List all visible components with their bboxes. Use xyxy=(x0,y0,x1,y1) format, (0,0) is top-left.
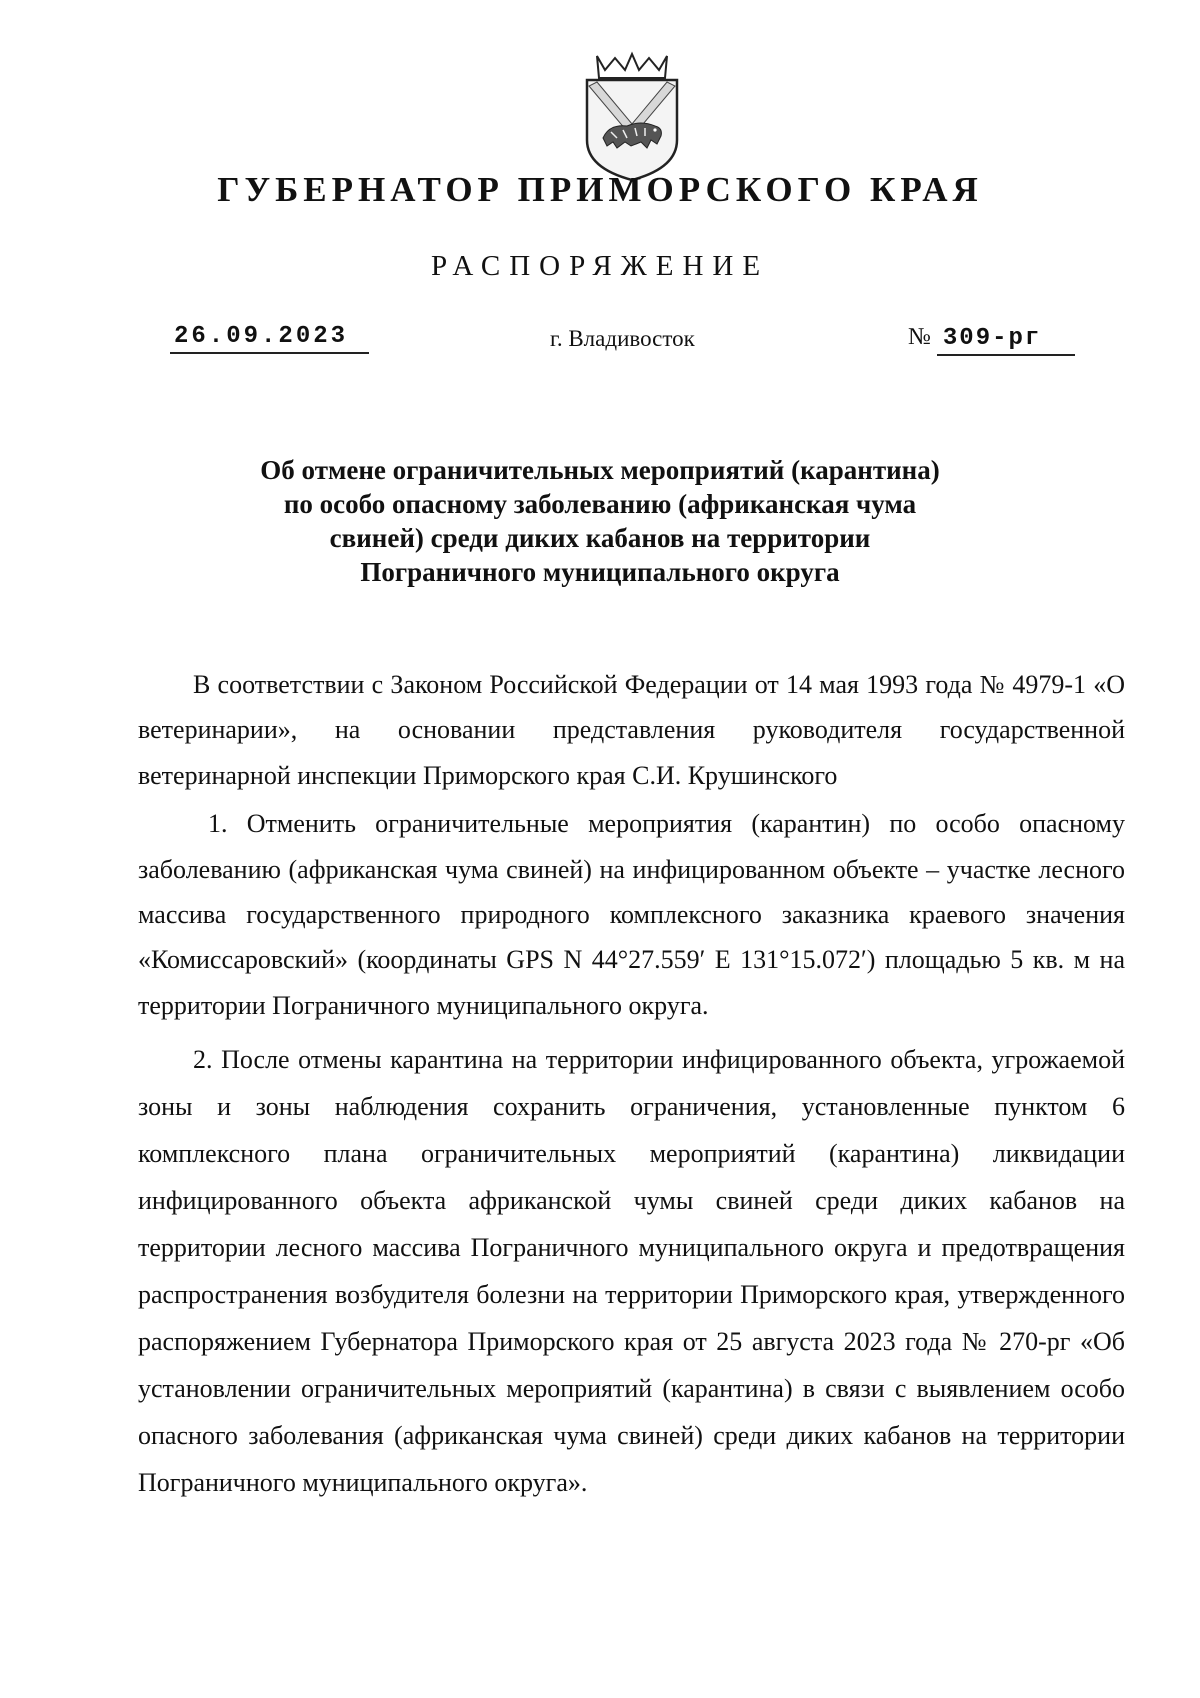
item-2-paragraph: 2. После отмены карантина на территории инфицированного объекта, угрожаемой зоны и зоны наблюдения сохранить ограничения, установленные пунктом 6 комплексного плана ограничительных мероприятий (карантина) ликвидации инфицированного объекта африканской чумы свиней среди диких кабанов на территории лесного массива Пограничного муниципального округа и предотвращения распространения возбудителя болезни на территории Приморского края, утвержденного распоряжением Губернатора Приморского края от 25 августа 2023 года № 270-рг «Об установлении ограничительных мероприятий (карантина) в связи с выявлением особо опасного заболевания (африканская чума свиней) среди диких кабанов на территории Пограничного муниципального округа». xyxy=(138,1045,1125,1498)
preamble-paragraph: В соответствии с Законом Российской Федерации от 14 мая 1993 года № 4979-1 «О ветеринарии», на основании представления руководителя государственной ветеринарной инспекции Приморского края С.И. Крушинского xyxy=(138,670,1125,790)
heading-line: Пограничного муниципального округа xyxy=(360,557,840,587)
document-city: г. Владивосток xyxy=(550,326,695,351)
number-value: 309-рг xyxy=(937,324,1075,356)
document-number xyxy=(908,322,1075,356)
document-heading xyxy=(200,453,1000,589)
issuer-title: ГУБЕРНАТОР ПРИМОРСКОГО КРАЯ xyxy=(217,170,983,209)
item-1-paragraph: 1. Отменить ограничительные мероприятия (карантин) по особо опасному заболеванию (африканская чума свиней) на инфицированном объекте – участке лесного массива государственного природного комплексного заказника краевого значения «Комиссаровский» (координаты GPS N 44°27.559′ E 131°15.072′) площадью 5 кв. м на территории Пограничного муниципального округа. xyxy=(138,809,1125,1020)
number-prefix: № xyxy=(908,324,931,350)
heading-line: свиней) среди диких кабанов на территории xyxy=(329,523,871,553)
document-date: 26.09.2023 xyxy=(170,322,369,354)
heading-line: Об отмене ограничительных мероприятий (карантина) xyxy=(260,455,940,485)
document-body xyxy=(138,662,1125,1506)
coat-of-arms-icon xyxy=(575,48,689,182)
heading-line: по особо опасному заболеванию (африканская чума xyxy=(283,489,917,519)
document-type: РАСПОРЯЖЕНИЕ xyxy=(430,250,770,282)
